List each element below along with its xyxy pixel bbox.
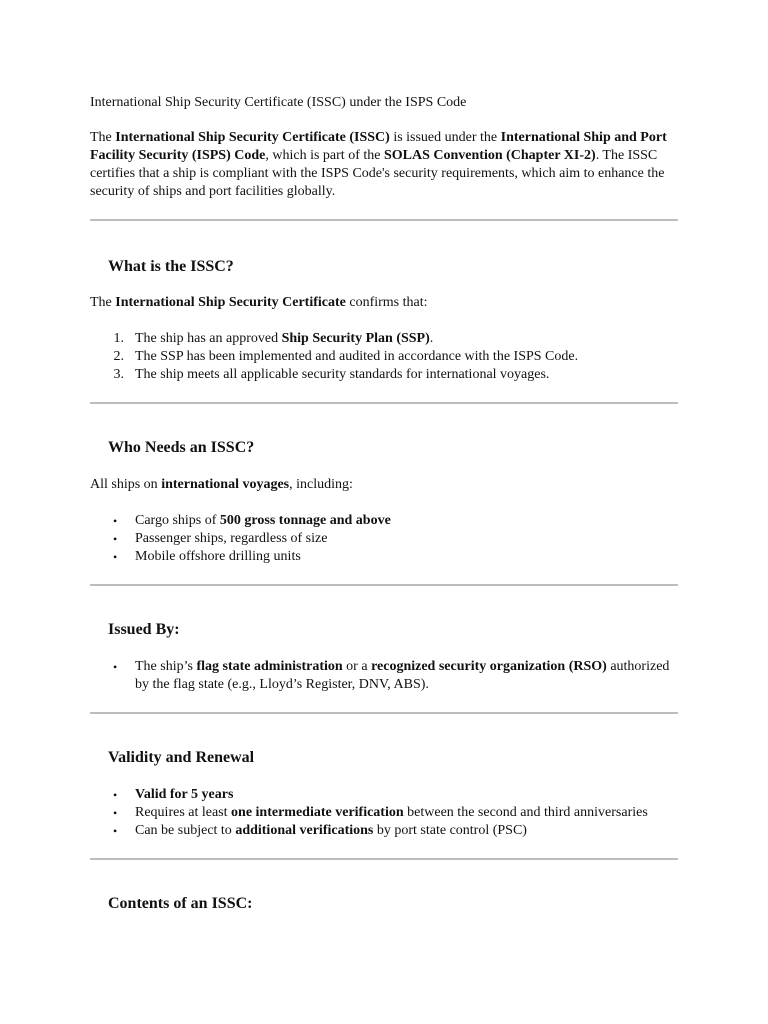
what-lead-bold: International Ship Security Certificate [115,295,346,310]
intro-text: . The ISSC certifies that a ship is compliant with the ISPS Code's security requirements, which aim to enhance the security of ships and port facilities globally. [90,148,665,199]
list-text: The SSP has been implemented and audited in accordance with the ISPS Code. [135,349,579,364]
list-text: The ship’s [135,659,197,674]
section-divider [90,219,678,221]
list-item [90,530,678,548]
list-item [90,330,678,348]
document [90,94,678,914]
list-text: authorized by the flag state (e.g., Lloyd’s Register, DNV, ABS). [135,659,670,692]
list-item [90,348,678,366]
list-item [90,804,678,822]
who-bullet-list [90,512,678,566]
list-text: between the second and third anniversaries [403,805,648,820]
list-text: . [429,331,434,346]
section-divider [90,712,678,714]
list-item [90,658,678,694]
validity-bullet-list [90,786,678,840]
list-bold: flag state administration [196,659,343,674]
bullet-icon: • [113,532,118,546]
list-number: 3. [113,367,124,382]
who-lead-bold: international voyages [161,477,290,492]
list-text: or a [342,659,372,674]
what-lead-text: confirms that: [345,295,428,310]
list-bold: one intermediate verification [231,805,404,820]
heading-contents-of-issc: Contents of an ISSC: [108,895,253,912]
list-item [90,786,678,804]
bullet-icon: • [113,824,118,838]
heading-what-is-issc: What is the ISSC? [108,258,234,275]
bullet-icon: • [113,514,118,528]
list-bold: 500 gross tonnage and above [219,513,391,528]
intro-paragraph [90,129,678,201]
intro-bold-isps: International Ship and Port Facility Security (ISPS) Code [90,130,667,163]
list-text: Cargo ships of [135,513,220,528]
what-lead-paragraph [90,294,678,312]
list-text: Requires at least [135,805,232,820]
what-lead-text: The [90,295,116,310]
list-item [90,548,678,566]
who-lead-text: , including: [289,477,353,492]
intro-text: The [90,130,116,145]
list-text: The ship meets all applicable security standards for international voyages. [135,367,550,382]
intro-bold-solas: SOLAS Convention (Chapter XI-2) [383,148,596,163]
list-text: Mobile offshore drilling units [135,549,301,564]
bullet-icon: • [113,550,118,564]
list-number: 1. [113,331,124,346]
heading-validity-renewal: Validity and Renewal [108,749,255,766]
list-number: 2. [113,349,124,364]
list-text: Passenger ships, regardless of size [135,531,328,546]
heading-who-needs-issc: Who Needs an ISSC? [108,439,255,456]
list-text: by port state control (PSC) [373,823,527,838]
document-title: International Ship Security Certificate (ISSC) under the ISPS Code [90,95,467,110]
list-item [90,512,678,530]
intro-text: is issued under the [389,130,501,145]
heading-issued-by: Issued By: [108,621,180,638]
list-item [90,822,678,840]
list-bold: Ship Security Plan (SSP) [281,331,430,346]
section-divider [90,584,678,586]
list-bold: recognized security organization (RSO) [371,659,607,674]
who-lead-paragraph [90,476,678,494]
issued-bullet-list [90,658,678,694]
who-lead-text: All ships on [90,477,162,492]
intro-bold-issc: International Ship Security Certificate (ISSC) [115,130,390,145]
intro-text: , which is part of the [265,148,384,163]
bullet-icon: • [113,788,118,802]
list-item [90,366,678,384]
section-divider [90,858,678,860]
section-divider [90,402,678,404]
list-text: Can be subject to [135,823,236,838]
list-bold: Valid for 5 years [135,787,234,802]
what-numbered-list [90,330,678,384]
list-bold: additional verifications [235,823,374,838]
bullet-icon: • [113,660,118,674]
bullet-icon: • [113,806,118,820]
list-text: The ship has an approved [135,331,282,346]
